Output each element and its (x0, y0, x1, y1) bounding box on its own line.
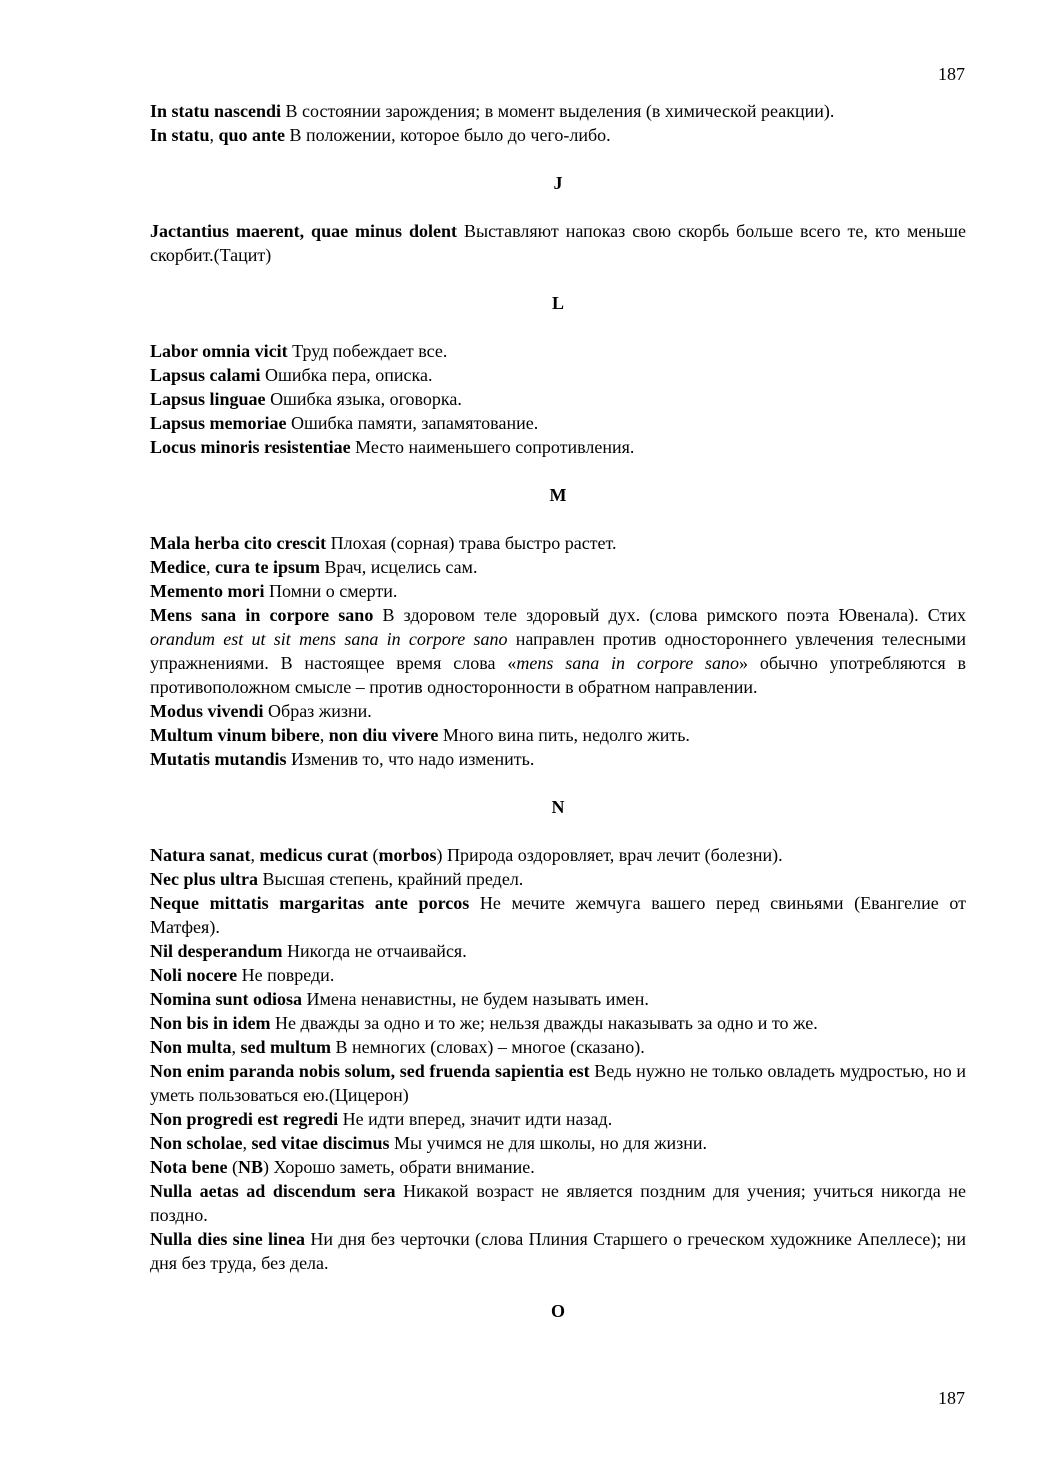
translation-text: Много вина пить, недолго жить. (438, 725, 690, 745)
translation-text: В немногих (словах) – многое (сказано). (331, 1037, 645, 1057)
translation-text: , (209, 125, 219, 145)
translation-text: Изменив то, что надо изменить. (286, 749, 535, 769)
dictionary-entry (150, 123, 966, 147)
latin-phrase: Jactantius maerent, quae minus dolent (150, 221, 458, 241)
latin-phrase: Memento mori (150, 581, 265, 601)
page-number-top: 187 (938, 64, 965, 84)
dictionary-entry (150, 1155, 966, 1179)
translation-text: ) Хорошо заметь, обрати внимание. (263, 1157, 535, 1177)
translation-text: В состоянии зарождения; в момент выделения (в химической реакции). (281, 101, 835, 121)
translation-text: направлен против одностороннего увлечения телесными упражнениями. В настоящее время слова « (150, 629, 966, 673)
latin-phrase: Locus minoris resistentiae (150, 437, 351, 457)
dictionary-content (150, 99, 966, 1347)
translation-text: Образ жизни. (263, 701, 372, 721)
latin-phrase: Mutatis mutandis (150, 749, 287, 769)
translation-text: ( (227, 1157, 238, 1177)
latin-phrase: Non progredi est regredi (150, 1109, 339, 1129)
latin-phrase: Lapsus linguae (150, 389, 266, 409)
translation-text: Место наименьшего сопротивления. (350, 437, 635, 457)
latin-phrase: Medice (150, 557, 206, 577)
latin-phrase: sed multum (240, 1037, 332, 1057)
translation-text: Высшая степень, крайний предел. (258, 869, 524, 889)
latin-phrase: Non multa (150, 1037, 232, 1057)
latin-phrase: non diu vivere (328, 725, 439, 745)
translation-text: В положении, которое было до чего-либо. (285, 125, 611, 145)
dictionary-entry (150, 531, 966, 555)
latin-phrase: Lapsus memoriae (150, 413, 287, 433)
italic-quote: orandum est ut sit mens sana in corpore sano (150, 629, 508, 649)
latin-phrase: Nota bene (150, 1157, 228, 1177)
translation-text: Плохая (сорная) трава быстро растет. (326, 533, 617, 553)
dictionary-entry (150, 747, 966, 771)
dictionary-entry (150, 1227, 966, 1275)
translation-text: Никакой возраст не является поздним для учения; учиться никогда не поздно. (150, 1181, 967, 1225)
dictionary-entry (150, 435, 966, 459)
dictionary-entry (150, 99, 966, 123)
section-letter-j: J (553, 173, 563, 193)
translation-text: В здоровом теле здоровый дух. (слова римского поэта Ювенала). Стих (373, 605, 966, 625)
translation-text: Не идти вперед, значит идти назад. (338, 1109, 613, 1129)
latin-phrase: Mens sana in corpore sano (150, 605, 374, 625)
dictionary-entry (150, 603, 966, 699)
dictionary-entry (150, 363, 966, 387)
translation-text: , (319, 725, 329, 745)
latin-phrase: Nulla dies sine linea (150, 1229, 306, 1249)
latin-phrase: Natura sanat (150, 845, 251, 865)
translation-text: » обычно употребляются в противоположном смысле – против односторонности в обратном направлении. (150, 653, 967, 697)
translation-text: , (205, 557, 215, 577)
translation-text: Имена ненавистны, не будем называть имен. (302, 989, 649, 1009)
translation-text: Труд побеждает все. (287, 341, 448, 361)
dictionary-entry (150, 699, 966, 723)
dictionary-entry (150, 387, 966, 411)
dictionary-entry (150, 987, 966, 1011)
latin-phrase: Multum vinum bibere (150, 725, 320, 745)
latin-phrase: cura te ipsum (214, 557, 320, 577)
dictionary-entry (150, 1179, 966, 1227)
latin-phrase: morbos (378, 845, 437, 865)
translation-text: Никогда не отчаивайся. (282, 941, 467, 961)
italic-quote: mens sana in corpore sano (516, 653, 740, 673)
latin-phrase: Lapsus calami (150, 365, 261, 385)
latin-phrase: Nec plus ultra (150, 869, 258, 889)
latin-phrase: Nomina sunt odiosa (150, 989, 303, 1009)
translation-text: Врач, исцелись сам. (319, 557, 478, 577)
latin-phrase: Labor omnia vicit (150, 341, 288, 361)
dictionary-entry (150, 1035, 966, 1059)
dictionary-entry (150, 843, 966, 867)
translation-text: Ошибка памяти, запамятование. (286, 413, 539, 433)
dictionary-entry (150, 339, 966, 363)
translation-text: Ни дня без черточки (слова Плиния Старшего о греческом художнике Апеллесе); ни дня без труда, без дела. (150, 1229, 966, 1273)
section-letter-o: O (550, 1301, 565, 1321)
section-letter-m: M (549, 485, 567, 505)
translation-text: , (250, 845, 260, 865)
dictionary-entry (150, 1059, 966, 1107)
dictionary-entry (150, 1107, 966, 1131)
latin-phrase: sed vitae discimus (251, 1133, 390, 1153)
dictionary-entry (150, 411, 966, 435)
latin-phrase: Non bis in idem (150, 1013, 271, 1033)
dictionary-entry (150, 1011, 966, 1035)
translation-text: Ведь нужно не только овладеть мудростью, но и уметь пользоваться ею.(Цицерон) (150, 1061, 966, 1105)
section-letter-n: N (551, 797, 565, 817)
latin-phrase: Neque mittatis margaritas ante porcos (150, 893, 470, 913)
translation-text: Не дважды за одно и то же; нельзя дважды наказывать за одно и то же. (270, 1013, 818, 1033)
latin-phrase: In statu nascendi (150, 101, 282, 121)
latin-phrase: medicus curat (259, 845, 368, 865)
dictionary-entry (150, 867, 966, 891)
latin-phrase: Mala herba cito crescit (150, 533, 327, 553)
dictionary-entry (150, 891, 966, 939)
latin-phrase: Modus vivendi (150, 701, 264, 721)
translation-text: Ошибка пера, описка. (260, 365, 433, 385)
dictionary-entry (150, 723, 966, 747)
dictionary-entry (150, 939, 966, 963)
dictionary-entry (150, 579, 966, 603)
translation-text: Помни о смерти. (264, 581, 398, 601)
translation-text: Ошибка языка, оговорка. (265, 389, 462, 409)
latin-phrase: NB (238, 1157, 264, 1177)
translation-text: , (231, 1037, 241, 1057)
latin-phrase: Nulla aetas ad discendum sera (150, 1181, 396, 1201)
dictionary-entry (150, 555, 966, 579)
translation-text: ) Природа оздоровляет, врач лечит (болезни). (436, 845, 783, 865)
latin-phrase: quo ante (218, 125, 286, 145)
dictionary-entry (150, 963, 966, 987)
page-number-bottom: 187 (938, 1388, 965, 1408)
translation-text: ( (368, 845, 379, 865)
section-letter-l: L (551, 293, 564, 313)
dictionary-entry (150, 219, 966, 267)
latin-phrase: Nil desperandum (150, 941, 283, 961)
translation-text: Не мечите жемчуга вашего перед свиньями (Евангелие от Матфея). (150, 893, 966, 937)
translation-text: Не повреди. (237, 965, 335, 985)
translation-text: Выставляют напоказ свою скорбь больше всего те, кто меньше скорбит.(Тацит) (150, 221, 967, 265)
latin-phrase: Non scholae (150, 1133, 243, 1153)
translation-text: , (242, 1133, 252, 1153)
dictionary-entry (150, 1131, 966, 1155)
latin-phrase: Noli nocere (150, 965, 238, 985)
latin-phrase: Non enim paranda nobis solum, sed fruenda sapientia est (150, 1061, 590, 1081)
translation-text: Мы учимся не для школы, но для жизни. (389, 1133, 708, 1153)
latin-phrase: In statu (150, 125, 210, 145)
